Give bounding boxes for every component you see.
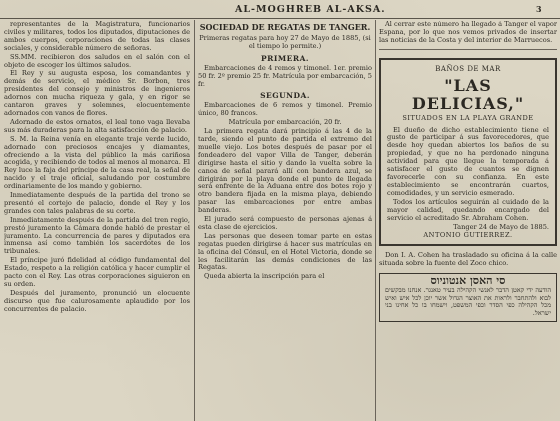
ad-body: El dueño de dicho establecimiento tiene el gusto de participar á sus favorecedores, que desde hoy quedan abiertos los baños de su propiedad, y que no ha perdonado ninguna actividad para que llegue la temporada á satisfacer el gusto de cuantos se dignen favorecerle con su confianza. En este establecimiento se encontrarán cuartos, comodidades, y un servicio esmerado. [387, 125, 549, 197]
article-paragraph: Inmediatamente después de la partida del trono se presentó el cortejo de palacio, donde el Rey y los grandes con tales palabras de su corte. [4, 191, 190, 215]
article-paragraph: Queda abierta la inscripción para el [204, 272, 325, 281]
newspaper-title: AL-MOGHREB AL-AKSA. [235, 4, 386, 15]
article-paragraph: representantes de la Magistratura, funcionarios civiles y militares, todos los diputados, diputaciones de ambos cuerpos, corporaciones de todas las clases sociales, y considerable número de señoras. [4, 21, 190, 52]
hebrew-notice-box [379, 273, 557, 322]
column-left [4, 21, 190, 421]
masthead [0, 0, 560, 19]
article-paragraph: Inmediatamente después de la partida del tren regio, prestó juramento la Cámara donde habló de prestar el juramento. La concurrencia de pares y diputados era inmensa así como también los sacerdotes de los tribunales. [4, 215, 190, 256]
section-title-primera: PRIMERA. [260, 53, 310, 63]
hebrew-body: הודעה ידי קאטן הדבר לאנשי הקהילה בעיר טאנגר. אנחנו מבקשים לבוא ולהתחבר ולראות את האוצר הגדול אשר יוכן לכל איש ואיש מכל הקהילה כפי הסדר וכפי המשפט, וישמחו בו כל אחינו בני ישראל. [385, 285, 551, 318]
ad-body-2: Todos los artículos seguirán al cuidado de la mayor calidad, quedando encargado del servicio el acreditado Sr. Abraham Cohen. [387, 197, 549, 222]
article-paragraph: Las personas que deseen tomar parte en estas regatas pueden dirigirse á hacer sus matrículas en la oficina del Cónsul, en el Hotel Victoria, donde se les facilitarán las demás condiciones de las Regatas. [198, 231, 372, 272]
column-right [379, 21, 557, 421]
ad-title: "LAS DELICIAS," [411, 75, 525, 113]
office-notice: Don I. A. Cohen ha trasladado su oficina á la calle situada sobre la fuente del Zoco chico. [379, 251, 557, 268]
section-fee-segunda: Matrícula por embarcación, 20 fr. [228, 118, 342, 127]
column-rule-1 [194, 20, 195, 421]
section-text-segunda: Embarcaciones de 6 remos y timonel. Premio único, 80 francos. [198, 101, 372, 118]
article-paragraph: S. M. la Reina venía en elegante traje verde lucido, adornado con preciosos encajes y diamantes, ofreciendo a la vista del público la más cariñosa acogida, y recibiendo de todos al menos al monarca. El Rey luce la faja del príncipe de la casa real, la señal de nacido y el traje oficial, saludando por costumbre ordinariamente de los mando y gobierno. [4, 134, 190, 191]
closing-note: Al cerrar este número ha llegado á Tanger el vapor Espana, por lo que nos vemos privados de insertar las noticias de la Costa y del interior de Marruecos. [379, 21, 557, 44]
ad-small-header: BAÑOS DE MAR [435, 64, 501, 73]
article-paragraph: Adornado de estos ornatos, el leal tono vaga llevaba sus más duraderas para la alta satisfacción de palacio. [4, 117, 190, 134]
article-paragraph: El jurado será compuesto de personas ajenas á esta clase de ejercicios. [198, 215, 372, 231]
divider [379, 49, 557, 50]
article-paragraph: El príncipe juró fidelidad al código fundamental del Estado, respeto a la religión católica y hacer cumplir el pacto con el Rey. Las otras corporaciones siguieron en su orden. [4, 256, 190, 288]
ad-date-line: Tanger 24 de Mayo de 1885. [453, 223, 549, 232]
article-paragraph: SS.MM. recibieron dos saludos en el salón con el objeto de escoger los últimos saludos. [4, 52, 190, 69]
page-number: 3 [536, 4, 543, 14]
article-paragraph: La primera regata dará principio á las 4 de la tarde, siendo el punto de partida el extremo del muelle viejo. Los botes después de pasar por el fondeadero del vapor Villa de Tanger, deberán dirigirse hasta el sitio y dando la vuelta sobre la canoa de señal parará allí con bandera azul, se dirigirán por la playa donde el punto de llegada será enfrente de la Aduana entre dos botes rojo y otro bandera fijada en la misma playa, debiendo pasar las embarcaciones por entre ambas banderas. [198, 127, 372, 215]
hebrew-title: סי האסן אנטוניוס [430, 274, 506, 288]
advertisement-box [379, 58, 557, 247]
column-rule-2 [375, 20, 376, 421]
section-title-segunda: SEGUNDA. [260, 91, 310, 101]
article-paragraph: El Rey y su augusta esposa, los comandantes y demás de servicio, el médico Sr. Borbon, tres presidentes del consejo y ministros de ingenieros adornos con mucha riqueza y gala, y en rigor se cantaron graves y solemnes, elocuentemente adornados con vanos de flores. [4, 69, 190, 117]
regatta-heading: SOCIEDAD DE REGATAS DE TANGER. [199, 22, 371, 32]
column-middle [198, 21, 372, 421]
article-paragraph: Después del juramento, pronunció un elocuente discurso que fue calurosamente aplaudido por los concurrentes de palacio. [4, 288, 190, 313]
ad-subtitle: SITUADOS EN LA PLAYA GRANDE [402, 113, 534, 122]
section-text-primera: Embarcaciones de 4 remos y timonel. 1er. premio 50 fr. 2º premio 25 fr. Matrícula por embarcación, 5 fr. [198, 63, 372, 88]
ad-signature: ANTONIO GUTIERREZ. [423, 231, 513, 240]
regatta-intro: Primeras regatas para hoy 27 de Mayo de 1885, (si el tiempo lo permite.) [199, 34, 371, 50]
